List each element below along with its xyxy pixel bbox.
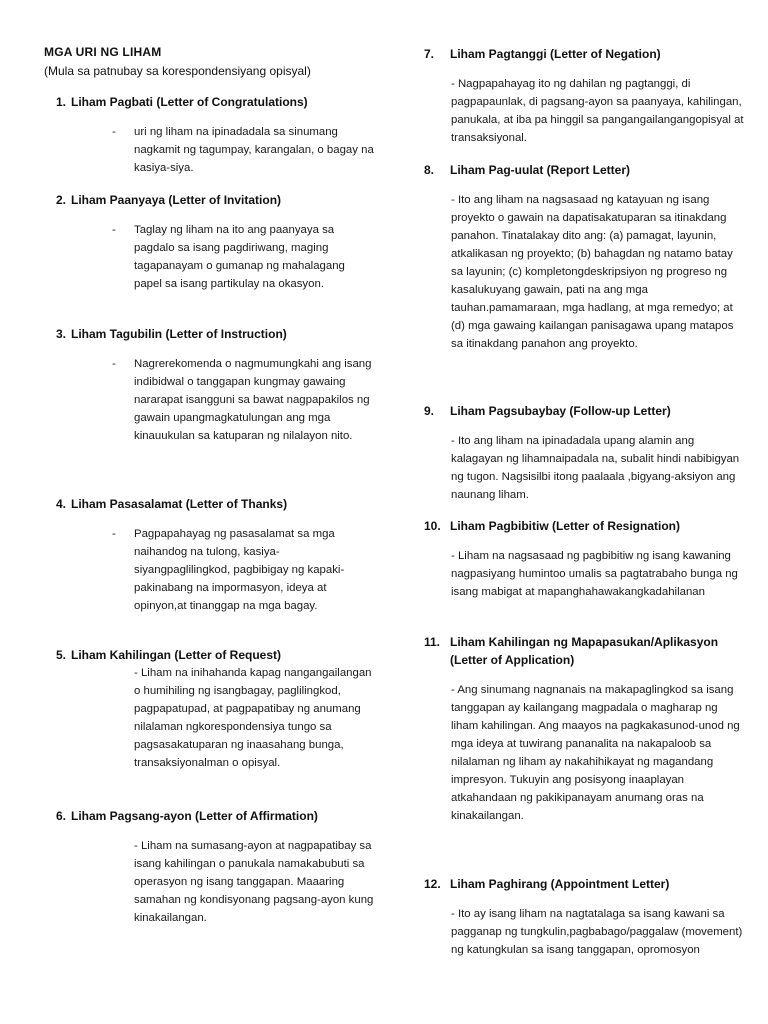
item-description: - Liham na inihahanda kapag nangangailangan o humihiling ng isangbagay, paglilingkod, pagpapatupad, at pagpapatibay ng anumang nilalaman ngkorespondensiya tungo sa pagsasakatuparan ng inaasahang bunga, transaksiyonalman o opisyal. [134,667,372,769]
item-heading [44,325,374,343]
item-heading [424,45,744,63]
item-description: - uri ng liham na ipinadadala sa sinumang nagkamit ng tagumpay, karangalan, o bagay na kasiya-siya. [134,123,374,177]
list-item [44,93,374,177]
item-description: - Pagpapahayag ng pasasalamat sa mga naihandog na tulong, kasiya-siyangpaglilingkod, pagbibigay ng kapaki-pakinabang na impormasyon, ideya at opinyon,at tinanggap na mga bagay. [134,525,374,615]
item-description: - Liham na sumasang-ayon at nagpapatibay sa isang kahilingan o panukala namakabubuti sa operasyon ng isang tanggapan. Maaaring samahan ng kondisyonang pagsang-ayon kung kinakailangan. [134,840,374,924]
item-heading [44,807,374,825]
list-item [44,325,374,445]
list-item [424,875,744,959]
item-description: - Nagrerekomenda o nagmumungkahi ang isang indibidwal o tanggapan kungmay gawaing nararapat isangguni sa bawat nagpapakilos ng gawain upangmagkatulungan ang mga kinauukulan sa katuparan ng nilalayon nito. [134,355,374,445]
item-number: 2. [55,193,66,207]
item-title: Liham Pagtanggi (Letter of Negation) [450,47,661,61]
item-title: Liham Paanyaya (Letter of Invitation) [71,193,282,207]
item-number: 8. [424,163,435,177]
item-heading [424,517,744,535]
list-item [424,633,744,825]
item-heading [44,495,374,513]
item-number: 3. [55,327,66,341]
item-title: Liham Pag-uulat (Report Letter) [450,163,631,177]
list-item [44,495,374,615]
list-item [424,161,744,353]
item-title: Liham Pagbibitiw (Letter of Resignation) [450,519,681,533]
item-heading [44,646,374,664]
list-item [44,646,374,772]
item-title: Liham Pagbati (Letter of Congratulations) [71,95,308,109]
item-heading [424,875,744,893]
item-title: Liham Tagubilin (Letter of Instruction) [71,327,287,341]
item-heading [424,161,744,179]
list-item [424,517,744,601]
item-description: - Liham na nagsasaad ng pagbibitiw ng isang kawaning nagpasiyang humintoo umalis sa pagtatrabaho bunga ng isang mabigat at mapanghahawakangkadahilanan [451,550,738,598]
item-heading [44,93,374,111]
item-number: 10. [424,519,441,533]
list-item [424,45,744,147]
list-item [424,402,744,504]
item-description: - Ito ay isang liham na nagtatalaga sa isang kawani sa pagganap ng tungkulin,pagbabago/paggalaw (movement) ng katungkulan sa isang tanggapan, opromosyon [451,908,743,956]
item-description: - Taglay ng liham na ito ang paanyaya sa pagdalo sa isang pagdiriwang, maging tagapanayam o gumanap ng mahalagang papel sa isang partikulay na okasyon. [134,221,374,293]
item-title: Liham Paghirang (Appointment Letter) [450,877,670,891]
item-title: Liham Pasasalamat (Letter of Thanks) [71,497,288,511]
list-item [44,807,374,927]
item-title: Liham Kahilingan ng Mapapasukan/Aplikasyon (Letter of Application) [450,635,719,667]
list-item [44,191,374,293]
document-title: MGA URI NG LIHAM [44,45,162,59]
item-description: - Ito ang liham na ipinadadala upang alamin ang kalagayan ng lihamnaipadala na, subalit hindi nabibigyan ng tugon. Nagsisilbi itong paalaala ,bigyang-aksiyon ang naunang liham. [451,435,740,501]
item-description: - Ang sinumang nagnanais na makapaglingkod sa isang tanggapan ay kailangang magpadala o magharap ng liham kahilingan. Ang maayos na pagkakasunod-unod ng mga ideya at tuwirang pananalita na nakapaloob sa nilalaman ng liham ay nakahihikayat ng magandang impresyon. Tukuyin ang posisyong inaaplayan atkahandaan ng pakikipanayam anumang oras na kinakailangan. [451,684,740,822]
item-number: 9. [424,404,435,418]
item-heading [44,191,374,209]
item-number: 7. [424,47,435,61]
item-description: - Ito ang liham na nagsasaad ng katayuan ng isang proyekto o gawain na dapatisakatuparan sa itinakdang panahon. Tinatalakay dito ang: (a) pamagat, layunin, atkalikasan ng proyekto; (b) bahagdan ng natamo batay sa layunin; (c) kompletongdeskripsiyon ng progreso ng kasalukuyang gawain, pati na ang mga tauhan.pamamaraan, mga hadlang, at mga remedyo; at (d) mga gawaing kailangan panisagawa upang matapos sa itinakdang panahon ang proyekto. [451,194,734,350]
item-number: 5. [55,648,66,662]
item-number: 12. [424,877,441,891]
item-heading [424,633,744,669]
document-subtitle: (Mula sa patnubay sa korespondensiyang opisyal) [44,64,311,78]
item-heading [424,402,744,420]
item-number: 11. [424,635,441,649]
item-title: Liham Kahilingan (Letter of Request) [71,648,282,662]
item-description: - Nagpapahayag ito ng dahilan ng pagtanggi, di pagpapaunlak, di pagsang-ayon sa paanyaya, kahilingan, panukala, at iba pa hinggil sa pangangailangangopisyal at transaksiyonal. [451,78,744,144]
item-number: 6. [55,809,66,823]
item-number: 1. [55,95,66,109]
item-number: 4. [55,497,66,511]
item-title: Liham Pagsang-ayon (Letter of Affirmation) [71,809,318,823]
item-title: Liham Pagsubaybay (Follow-up Letter) [450,404,671,418]
